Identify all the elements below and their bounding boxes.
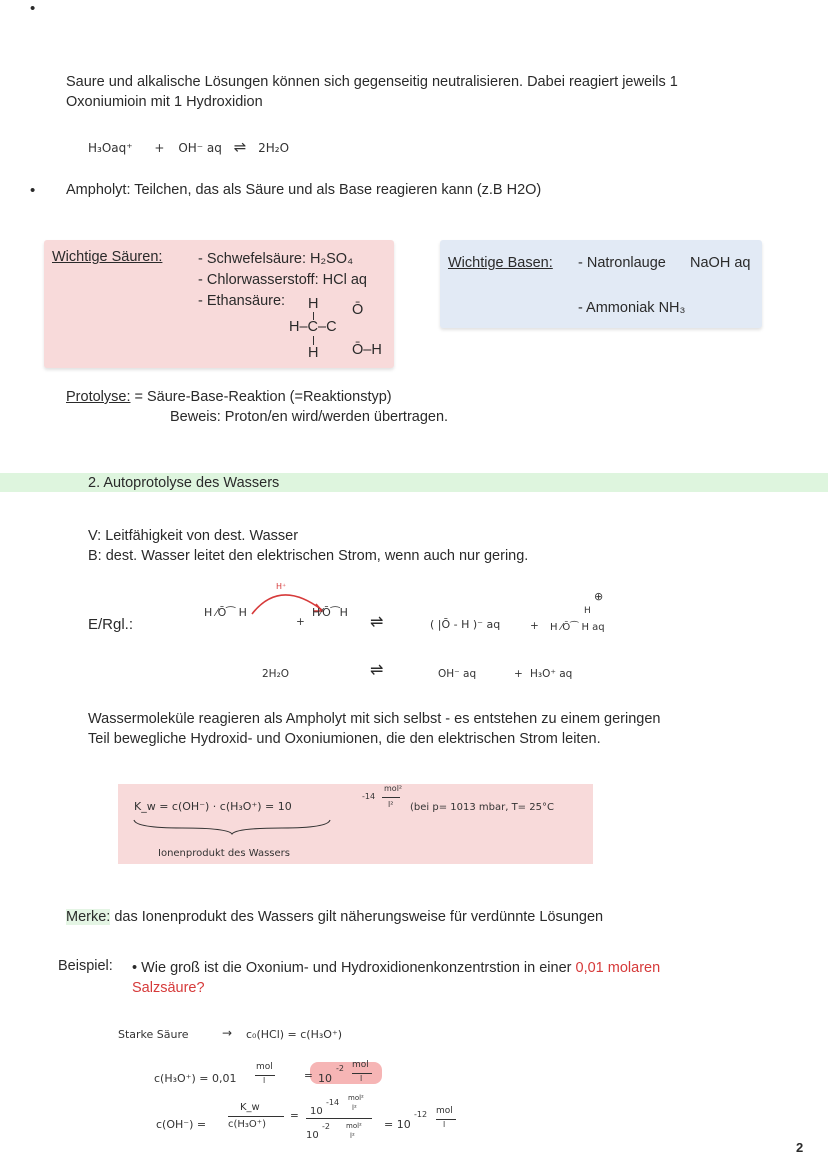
acid-item-hcl: - Chlorwasserstoff: HCl aq [198, 272, 367, 288]
positive-charge-icon: ⊕ [594, 590, 604, 603]
hydroxide-result-exp: -12 [414, 1110, 428, 1119]
hydroxide-den-exp: -2 [322, 1122, 330, 1131]
ampholyt-definition: Ampholyt: Teilchen, das als Säure und als Base reagieren kann (z.B H2O) [66, 182, 542, 198]
proton-label: H⁺ [276, 582, 287, 591]
base-item-naoh: - Natronlauge [578, 255, 666, 271]
oxonium-equals: = [304, 1070, 313, 1082]
hydroxide-frac-bottom: c(H₃O⁺) [228, 1119, 266, 1130]
strong-acid-arrow: → [222, 1026, 233, 1040]
hydroxide-big-frac-line [306, 1118, 372, 1119]
plus-2: + [530, 620, 539, 632]
erklaerung-label: E/Rgl.: [88, 616, 134, 633]
oxonium-conc-left: c(H₃O⁺) = 0,01 [154, 1072, 237, 1085]
acid-item-ethanoic: - Ethansäure: [198, 293, 286, 309]
hydroxide-result-line [436, 1119, 456, 1120]
hydroxide-den-unit-top: mol² [346, 1122, 362, 1130]
explanation-line2: Teil bewegliche Hydroxid- und Oxoniumionen, die den elektrischen Strom leiten. [88, 731, 601, 747]
beispiel-question: • Wie groß ist die Oxonium- und Hydroxidionenkonzentrstion in einer 0,01 molaren Salzsäure? [132, 960, 661, 996]
struct-oh: Ō–H [352, 342, 382, 358]
hydroxide-frac-line [228, 1116, 284, 1117]
struct-h-top: H [308, 296, 319, 312]
kw-underbrace [132, 818, 332, 836]
page-number: 2 [796, 1140, 804, 1155]
bullet-dot-2: • [30, 182, 36, 199]
row2-water: 2H₂O [262, 668, 290, 680]
section2-title: 2. Autoprotolyse des Wassers [88, 475, 280, 491]
ampholyt-explanation [88, 709, 661, 749]
struct-row: H–C–C [289, 319, 337, 335]
base-item-nh3: - Ammoniak NH₃ [578, 300, 686, 316]
kw-unit-top: mol² [384, 784, 403, 793]
oxonium-result-unit-top: mol [352, 1060, 369, 1070]
beispiel-label: Beispiel: [58, 958, 113, 974]
protolyse-proof: Beweis: Proton/en wird/werden übertragen. [170, 409, 449, 425]
acid-item-sulfuric: - Schwefelsäure: H₂SO₄ [198, 251, 353, 267]
kw-formula: K_w = c(OH⁻) · c(H₃O⁺) = 10 [134, 800, 292, 813]
experiment-text [88, 526, 528, 566]
struct-o-double: Ō [352, 302, 364, 318]
struct-h-bottom: H [308, 345, 319, 361]
versuch-line: V: Leitfähigkeit von dest. Wasser [88, 528, 299, 544]
plus-1: + [296, 616, 305, 628]
kw-conditions: (bei p= 1013 mbar, T= 25°C [410, 802, 554, 813]
hydroxide-ion-structure: ( |Ō - H )⁻ aq [430, 618, 501, 631]
strong-acid-equation: c₀(HCl) = c(H₃O⁺) [246, 1028, 343, 1041]
acids-heading: Wichtige Säuren: [52, 249, 163, 265]
strong-acid-label: Starke Säure [118, 1028, 189, 1041]
hydroxide-num-unit-bottom: l² [352, 1104, 357, 1112]
hydroxide-conc-left: c(OH⁻) = [156, 1118, 207, 1131]
hydroxide-num-exp: -14 [326, 1098, 340, 1107]
hydroxide-result: = 10 [384, 1118, 411, 1131]
oxonium-top-h: H [584, 606, 591, 616]
water-molecule-1: H ⁄Ō⁀ H [204, 606, 247, 619]
row2-hydroxide: OH⁻ aq [438, 668, 477, 680]
row2-oxonium: H₃O⁺ aq [530, 668, 573, 680]
equilibrium-arrow-2: ⇌ [370, 662, 384, 679]
hydroxide-result-unit-top: mol [436, 1106, 453, 1116]
acids-list [198, 249, 367, 312]
equation-neutralisation: H₃Oaq⁺ + OH⁻ aq ⇌ 2H₂O [88, 138, 290, 156]
equilibrium-arrow-1: ⇌ [370, 614, 384, 631]
oxonium-result-exp: -2 [336, 1064, 344, 1073]
kw-exponent: -14 [362, 792, 376, 801]
struct-bond-bottom [313, 336, 314, 345]
kw-brace-label: Ionenprodukt des Wassers [158, 848, 290, 859]
hydroxide-den-unit-bottom: l² [350, 1132, 355, 1140]
neutralisation-text [66, 72, 786, 112]
oxonium-result-unit-bottom: l [360, 1074, 363, 1083]
protolyse-definition: Protolyse: = Säure-Base-Reaktion (=Reaktionstyp) [66, 389, 392, 405]
oxonium-result: 10 [318, 1072, 332, 1085]
hydroxide-num-unit-top: mol² [348, 1094, 364, 1102]
water-molecule-2: H⁄Ō⁀H [312, 606, 348, 619]
oxonium-frac-bottom: l [263, 1076, 266, 1085]
hydroxide-num: 10 [310, 1106, 323, 1117]
oxonium-frac-top: mol [256, 1062, 273, 1072]
hydroxide-frac-top: K_w [240, 1102, 260, 1113]
hydroxide-equals: = [290, 1110, 299, 1122]
oxonium-ion-structure: H ⁄Ō⁀ H aq [550, 622, 605, 633]
neutralisation-line2: Oxoniumioin mit 1 Hydroxidion [66, 94, 263, 110]
hydroxide-result-unit-bottom: l [443, 1120, 446, 1129]
explanation-line1: Wassermoleküle reagieren als Ampholyt mit sich selbst - es entstehen zu einem geringen [88, 711, 661, 727]
kw-fraction-line [382, 797, 400, 798]
bullet-dot: • [30, 0, 36, 17]
base-item-naoh-formula: NaOH aq [690, 255, 751, 271]
kw-unit-bottom: l² [388, 800, 394, 809]
hydroxide-den: 10 [306, 1130, 319, 1141]
row2-plus: + [514, 668, 523, 680]
beobachtung-line: B: dest. Wasser leitet den elektrischen Strom, wenn auch nur gering. [88, 548, 529, 564]
bases-heading: Wichtige Basen: [448, 255, 553, 271]
merke-statement: Merke: das Ionenprodukt des Wassers gilt näherungsweise für verdünnte Lösungen [66, 909, 604, 925]
neutralisation-line1: Saure und alkalische Lösungen können sich gegenseitig neutralisieren. Dabei reagiert jeweils 1 [66, 74, 678, 90]
